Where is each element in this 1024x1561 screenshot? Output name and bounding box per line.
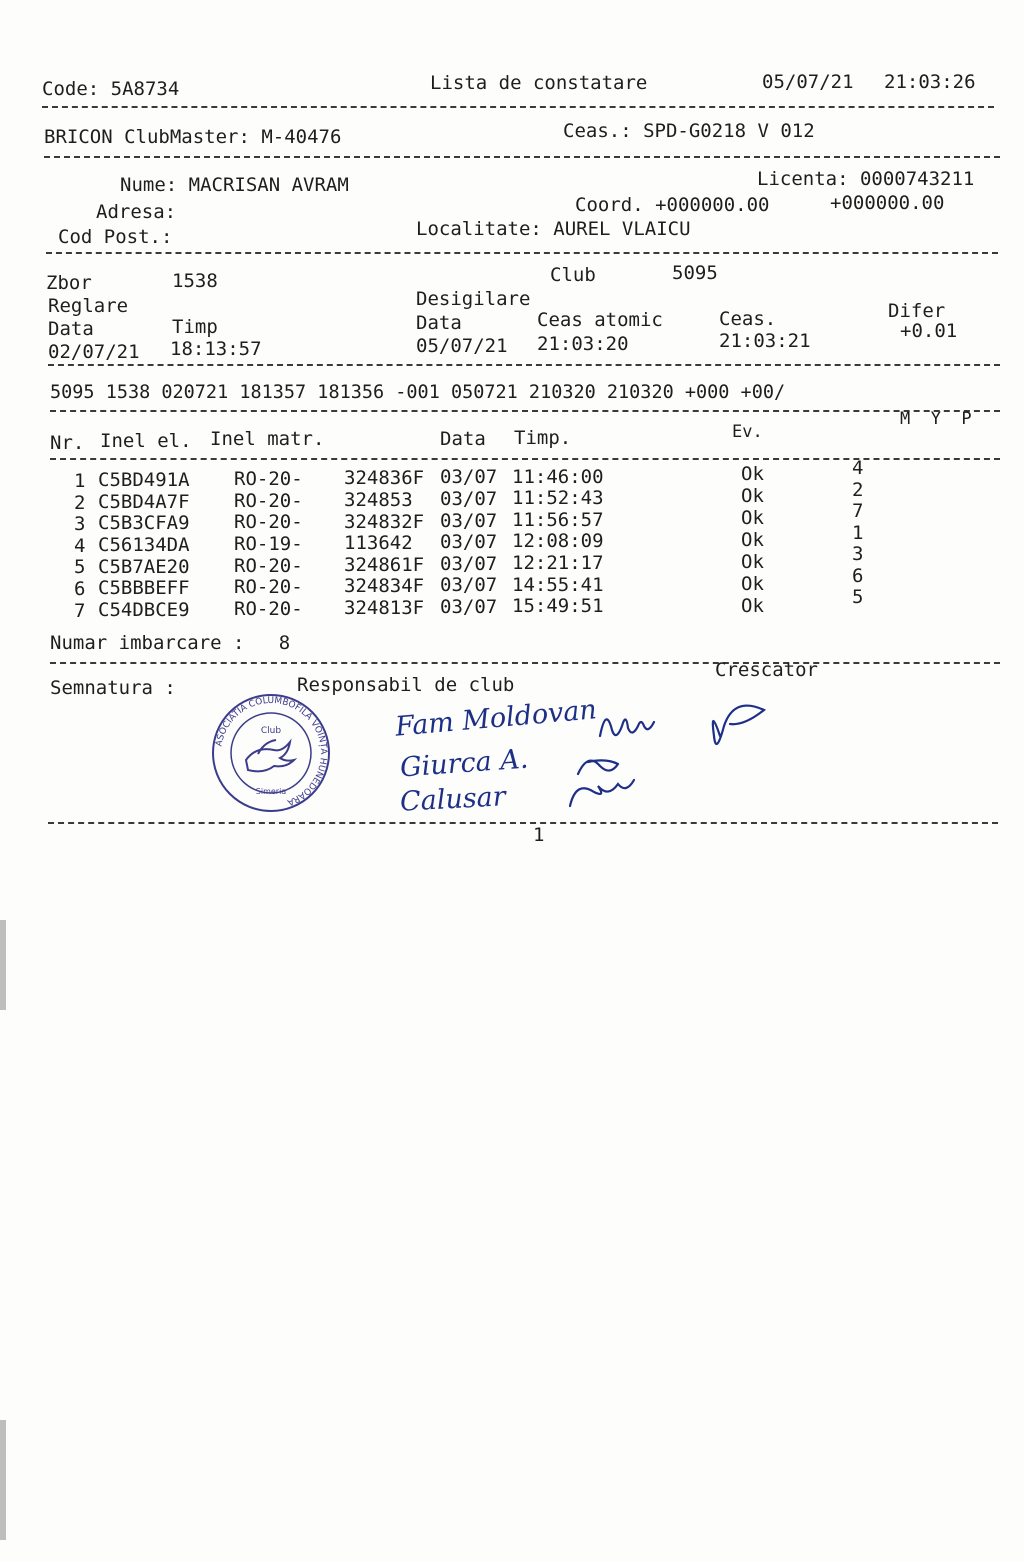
row-place: 7 [852, 500, 864, 522]
row-inel-prefix: RO-19- [234, 533, 303, 555]
scan-edge-mark [0, 1420, 6, 1540]
col-timp: Timp. [514, 427, 572, 449]
owner-address: Adresa: [96, 201, 177, 223]
row-time: 11:56:57 [512, 508, 604, 531]
row-inel-el: C56134DA [98, 533, 190, 556]
signature-calusar: Calusar [399, 781, 507, 818]
divider [50, 410, 1000, 412]
row-status: Ok [741, 529, 764, 551]
stamp-ring-text: ASOCIATIA COLUMBOFILĂ VOINȚA HUNEDOARA [214, 695, 329, 808]
row-time: 15:49:51 [512, 595, 604, 618]
row-inel-prefix: RO-20- [234, 468, 303, 491]
col-inel-matr: Inel matr. [210, 428, 325, 450]
row-place: 5 [852, 586, 864, 608]
clock-time: 21:03:21 [719, 330, 811, 352]
row-inel-matr: 324813F [344, 596, 425, 619]
owner-license: Licenta: 0000743211 [757, 168, 975, 190]
row-place: 4 [852, 457, 864, 479]
row-nr: 1 [74, 470, 86, 492]
owner-postcode: Cod Post.: [58, 226, 173, 248]
row-inel-prefix: RO-20- [234, 489, 303, 512]
row-time: 11:46:00 [512, 465, 604, 488]
data-label-2: Data [416, 312, 462, 334]
col-myp: M Y P [900, 409, 972, 429]
imbarcare-count: Numar imbarcare : 8 [50, 632, 291, 654]
row-inel-el: C54DBCE9 [98, 598, 190, 621]
row-inel-el: C5BD491A [98, 469, 190, 492]
flight-number: 1538 [172, 270, 218, 292]
owner-coord-2: +000000.00 [830, 192, 945, 214]
row-date: 03/07 [440, 596, 498, 618]
row-inel-matr: 324861F [344, 553, 425, 576]
col-nr: Nr. [50, 432, 85, 454]
divider [44, 156, 1000, 158]
row-inel-prefix: RO-20- [234, 554, 303, 577]
owner-coord: Coord. +000000.00 [575, 194, 770, 216]
dove-icon [246, 740, 294, 771]
document-title: Lista de constatare [430, 72, 648, 94]
col-data: Data [440, 428, 486, 450]
club-responsible-label: Responsabil de club [297, 674, 515, 696]
reglare-time: 18:13:57 [170, 338, 262, 360]
row-time: 12:21:17 [512, 551, 604, 574]
row-status: Ok [741, 595, 764, 617]
row-inel-el: C5BD4A7F [98, 490, 190, 513]
row-nr: 3 [74, 513, 86, 536]
row-inel-el: C5B3CFA9 [98, 512, 190, 535]
clock-id: Ceas.: SPD-G0218 V 012 [563, 120, 815, 142]
atomic-clock-time: 21:03:20 [537, 333, 629, 355]
row-place: 3 [852, 543, 864, 565]
stamp-club-text: Club [260, 726, 282, 736]
owner-locality: Localitate: AUREL VLAICU [416, 218, 691, 240]
row-status: Ok [741, 551, 764, 573]
scan-edge-mark [0, 920, 6, 1010]
divider [42, 106, 994, 108]
row-date: 03/07 [440, 574, 498, 597]
signature-giurca: Giurca A. [399, 743, 530, 784]
row-date: 03/07 [440, 552, 498, 575]
row-nr: 5 [74, 556, 86, 579]
signature-moldovan: Fam Moldovan [394, 694, 598, 743]
club-master: BRICON ClubMaster: M-40476 [44, 126, 342, 148]
row-nr: 7 [74, 599, 86, 622]
row-place: 1 [852, 521, 864, 544]
owner-name: Nume: MACRISAN AVRAM [120, 174, 349, 196]
signature-label: Semnatura : [50, 677, 176, 699]
difference-label: Difer [888, 300, 946, 322]
divider [48, 822, 998, 824]
col-inel-el: Inel el. [100, 430, 192, 452]
difference-value: +0.01 [900, 320, 958, 342]
header-date: 05/07/21 [762, 71, 854, 93]
row-nr: 4 [74, 534, 86, 557]
row-inel-el: C5B7AE20 [98, 555, 190, 578]
signature-scribbles [560, 696, 800, 816]
row-inel-matr: 324836F [344, 467, 425, 490]
divider [48, 364, 1000, 366]
data-label: Data [48, 318, 94, 340]
row-nr: 6 [74, 578, 86, 600]
row-inel-matr: 113642 [344, 532, 413, 555]
reglare-label: Reglare [48, 295, 129, 317]
club-label: Club [550, 264, 596, 286]
header-time: 21:03:26 [884, 71, 976, 93]
divider [50, 662, 1000, 664]
row-place: 6 [852, 564, 864, 587]
desigilare-date: 05/07/21 [416, 335, 508, 357]
row-date: 03/07 [440, 509, 498, 532]
row-status: Ok [741, 573, 764, 595]
row-inel-el: C5BBBEFF [98, 577, 190, 600]
row-inel-prefix: RO-20- [234, 511, 303, 534]
row-inel-matr: 324832F [344, 510, 425, 533]
row-place: 2 [852, 478, 864, 501]
breeder-label: Crescator [715, 659, 818, 681]
row-date: 03/07 [440, 466, 498, 489]
row-inel-prefix: RO-20- [234, 576, 303, 599]
row-status: Ok [741, 463, 764, 485]
row-time: 11:52:43 [512, 487, 604, 510]
row-time: 12:08:09 [512, 530, 604, 553]
row-date: 03/07 [440, 488, 498, 510]
row-date: 03/07 [440, 531, 498, 554]
row-nr: 2 [74, 491, 86, 514]
row-inel-matr: 324834F [344, 575, 425, 598]
code-label: Code: 5A8734 [42, 78, 180, 100]
row-inel-matr: 324853 [344, 488, 413, 511]
reglare-date: 02/07/21 [48, 341, 140, 363]
time-label: Timp [172, 316, 218, 338]
atomic-clock-label: Ceas atomic [537, 309, 663, 331]
clock-label: Ceas. [719, 308, 777, 330]
stamp-city-text: Simeria [255, 787, 287, 796]
divider [46, 252, 998, 254]
row-status: Ok [741, 507, 764, 529]
flight-label: Zbor [46, 272, 92, 294]
code-line: 5095 1538 020721 181357 181356 -001 050721 210320 210320 +000 +00/ [50, 382, 786, 403]
club-stamp [208, 688, 334, 818]
row-time: 14:55:41 [512, 573, 604, 596]
desigilare-label: Desigilare [416, 288, 531, 310]
row-status: Ok [741, 485, 764, 507]
row-inel-prefix: RO-20- [234, 597, 303, 620]
col-ev: Ev. [732, 422, 763, 442]
club-number: 5095 [672, 262, 718, 284]
page-number: 1 [533, 824, 545, 846]
